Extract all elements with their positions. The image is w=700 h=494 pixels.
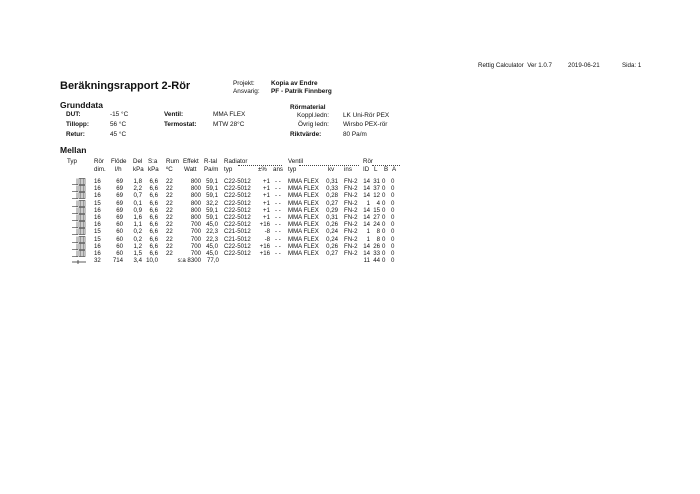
table-cell: 700 [190,249,201,257]
table-cell: -8 [264,235,270,243]
koppl-label: Koppl.ledn: [297,112,329,119]
radiator-icon [72,200,86,207]
table-cell: MMA FLEX [288,192,319,200]
radiator-icon [72,228,86,235]
table-cell: 60 [116,242,123,250]
table-cell: 800 [190,192,201,200]
table-cell: FN-2 [344,185,358,193]
table-cell: - - [275,242,281,250]
table-cell: 60 [116,221,123,229]
project-value: Kopia av Endre [271,80,318,87]
table-cell: 22 [166,235,173,243]
table-cell: C22-5012 [224,213,251,221]
ovrig-value: Wirsbo PEX-rör [343,121,388,128]
retur-value: 45 °C [110,131,127,138]
table-cell: 22 [166,192,173,200]
table-cell: FN-2 [344,221,358,229]
table-cell: 6,6 [149,199,158,207]
table-cell: - - [275,192,281,200]
table-cell: 15 [94,199,101,207]
table-cell: 0,31 [326,178,338,185]
table-cell: C22-5012 [224,185,251,193]
col-effekt: Effekt [183,158,199,165]
table-cell: 22 [166,206,173,214]
table-cell: 6,6 [149,249,158,257]
table-cell: 22 [166,213,173,221]
table-cell: 0,26 [326,242,338,250]
table-cell: 800 [190,185,201,193]
col-flode: Flöde [111,158,127,165]
table-cell: 800 [190,206,201,214]
table-cell: 0 [391,185,395,193]
col-rad-typ: typ [224,166,233,173]
table-cell: 1,6 [133,213,142,221]
table-cell: 0 [382,192,386,200]
table-cell: C22-5012 [224,221,251,229]
table-cell: 1,5 [133,249,142,257]
table-cell: 22,3 [206,235,218,243]
koppl-value: LK Uni-Rör PEX [343,112,390,119]
col-a: A [392,166,397,173]
table-cell: 800 [190,178,201,185]
table-cell: 14 [363,249,370,257]
col-del: Del [133,158,143,165]
table-cell: 22 [166,228,173,236]
section-title: Mellan [60,145,87,155]
table-cell: C22-5012 [224,206,251,214]
page-number: Sida: 1 [622,62,642,69]
table-cell: 15 [94,228,101,236]
table-cell: 0 [391,249,395,257]
col-kpa2: kPa [148,166,159,173]
table-cell: 16 [94,192,101,200]
table-cell: 800 [190,199,201,207]
table-cell: 22 [166,178,173,185]
total-id: 11 [363,257,370,265]
table-cell: FN-2 [344,242,358,250]
col-watt: Watt [184,166,197,173]
table-cell: 0 [391,206,395,214]
table-cell: 1,8 [133,178,142,185]
table-cell: 0 [382,235,386,243]
project-label: Projekt: [233,80,255,87]
table-cell: 45,0 [206,242,218,250]
report-title: Beräkningsrapport 2-Rör [60,80,191,92]
table-cell: 0,1 [133,199,142,207]
responsible-label: Ansvarig: [233,88,260,95]
table-cell: 16 [94,213,101,221]
table-cell: MMA FLEX [288,213,319,221]
col-ventil-typ: typ [288,166,297,173]
col-sa: S:a [148,158,158,165]
table-cell: 14 [363,221,370,229]
table-cell: MMA FLEX [288,221,319,229]
table-cell: - - [275,213,281,221]
table-cell: 69 [116,206,123,214]
table-cell: C22-5012 [224,199,251,207]
table-cell: MMA FLEX [288,235,319,243]
table-cell: 0,33 [326,185,338,193]
table-cell: +1 [263,199,270,207]
table-cell: 0,29 [326,206,338,214]
table-cell: - - [275,185,281,193]
table-cell: FN-2 [344,213,358,221]
table-cell: 6,6 [149,228,158,236]
col-id: ID [363,166,370,173]
table-cell: 22,3 [206,228,218,236]
table-cell: -8 [264,228,270,236]
table-cell: - - [275,228,281,236]
table-cell: 1 [366,235,370,243]
table-cell: C22-5012 [224,192,251,200]
total-a: 0 [391,257,395,265]
table-cell: 59,1 [206,213,218,221]
table-cell: 6,6 [149,206,158,214]
col-degc: ºC [166,166,173,173]
radiator-icon [72,178,86,185]
table-cell: 60 [116,235,123,243]
table-cell: 24 [373,221,380,229]
table-cell: 6,6 [149,192,158,200]
table-cell: 700 [190,228,201,236]
total-flow: 714 [112,257,123,265]
table-cell: 700 [190,242,201,250]
radiator-icon [72,207,86,214]
app-name: Rettig Calculator Ver 1.0.7 [478,62,552,69]
table-cell: - - [275,235,281,243]
table-cell: 8 [376,228,380,236]
table-cell: 22 [166,221,173,229]
table-cell: - - [275,221,281,229]
table-cell: 0 [382,178,386,185]
table-cell: 69 [116,192,123,200]
table-cell: 0 [391,192,395,200]
table-cell: FN-2 [344,192,358,200]
table-cell: 1 [366,228,370,236]
table-cell: 700 [190,221,201,229]
table-cell: FN-2 [344,249,358,257]
col-ans: ans [273,166,283,173]
table-cell: 14 [363,178,370,185]
table-cell: 0 [391,235,395,243]
table-cell: 60 [116,228,123,236]
responsible-value: PF - Patrik Finnberg [271,88,332,95]
table-cell: 22 [166,242,173,250]
table-cell: +16 [259,221,270,229]
table-cell: MMA FLEX [288,199,319,207]
total-rtal: 77,0 [207,257,219,265]
table-cell: MMA FLEX [288,206,319,214]
table-cell: 700 [190,235,201,243]
table-cell: 16 [94,178,101,185]
col-l: L [374,166,378,173]
table-cell: +16 [259,242,270,250]
col-rum: Rum [166,158,180,165]
table-cell: 14 [363,213,370,221]
table-cell: - - [275,199,281,207]
table-cell: C21-5012 [224,228,251,236]
total-b: 0 [382,257,386,265]
table-cell: 22 [166,185,173,193]
table-cell: 0,7 [133,192,142,200]
radiator-icon [72,236,86,243]
table-cell: 0,27 [326,199,338,207]
col-pct: ±% [258,166,267,173]
radiator-icon [72,250,86,257]
table-cell: 14 [363,206,370,214]
radiator-icon [72,192,86,199]
col-typ: Typ [67,158,77,165]
table-cell: 0 [382,249,386,257]
total-sa: 10,0 [146,257,158,265]
table-cell: 4 [376,199,380,207]
table-cell: 22 [166,249,173,257]
table-cell: +1 [263,178,270,185]
table-cell: MMA FLEX [288,242,319,250]
table-cell: 0 [382,199,386,207]
table-cell: C22-5012 [224,249,251,257]
table-cell: 0 [382,242,386,250]
table-cell: 0 [382,213,386,221]
table-cell: FN-2 [344,235,358,243]
table-cell: 0,24 [326,228,338,236]
col-b: B [384,166,389,173]
radiator-icon [72,243,86,250]
table-cell: 33 [373,249,380,257]
table-cell: 14 [363,185,370,193]
table-cell: +1 [263,192,270,200]
table-cell: 60 [116,249,123,257]
table-cell: 0,26 [326,221,338,229]
table-cell: 800 [190,213,201,221]
col-lh: l/h [115,166,122,173]
table-cell: 0 [382,206,386,214]
table-cell: 69 [116,178,123,185]
table-cell: 2,2 [133,185,142,193]
table-cell: 0,27 [326,249,338,257]
col-ventil: Ventil [288,158,304,165]
col-ins: ins [344,166,352,173]
table-cell: FN-2 [344,228,358,236]
termostat-label: Termostat: [164,121,197,128]
table-cell: 0,28 [326,192,338,200]
table-cell: 12 [373,192,380,200]
table-cell: +16 [259,249,270,257]
col-kv: kv [328,166,335,173]
table-cell: 8 [376,235,380,243]
radiator-icon [72,257,86,264]
table-cell: 1,2 [133,242,142,250]
termostat-value: MTW 28°C [213,121,245,128]
table-cell: - - [275,178,281,185]
radiator-icon [72,214,86,221]
table-cell: FN-2 [344,199,358,207]
col-radiator: Radiator [224,158,248,165]
table-cell: 15 [94,235,101,243]
report-date: 2019-06-21 [568,62,600,69]
table-cell: FN-2 [344,178,358,185]
riktvarde-label: Riktvärde: [290,131,322,138]
ventil-value: MMA FLEX [213,111,246,118]
table-cell: 0 [391,221,395,229]
table-cell: 16 [94,221,101,229]
table-cell: MMA FLEX [288,228,319,236]
table-cell: 6,6 [149,235,158,243]
table-cell: C22-5012 [224,242,251,250]
retur-label: Retur: [66,131,85,138]
table-cell: C22-5012 [224,178,251,185]
table-cell: 15 [373,206,380,214]
table-cell: 1,1 [133,221,142,229]
table-cell: 0,31 [326,213,338,221]
col-pam: Pa/m [204,166,219,173]
table-cell: 59,1 [206,185,218,193]
table-cell: 6,6 [149,213,158,221]
table-cell: 0,2 [133,235,142,243]
col-dim: dim. [94,166,106,173]
table-cell: +1 [263,206,270,214]
table-cell: +1 [263,213,270,221]
table-cell: - - [275,249,281,257]
table-cell: 26 [373,242,380,250]
table-cell: 45,0 [206,221,218,229]
grunddata-title: Grunddata [60,100,103,110]
table-cell: 14 [363,192,370,200]
table-cell: 16 [94,206,101,214]
table-cell: 0 [382,221,386,229]
table-cell: 32,2 [206,199,218,207]
table-cell: +1 [263,185,270,193]
table-cell: 6,6 [149,242,158,250]
table-cell: 37 [373,185,380,193]
table-cell: 0 [391,242,395,250]
tillopp-value: 56 °C [110,121,127,128]
table-cell: 59,1 [206,192,218,200]
ovrig-label: Övrig ledn: [298,121,329,128]
table-cell: 69 [116,185,123,193]
table-cell: 0 [391,199,395,207]
total-effekt: s:a 8300 [177,257,201,265]
total-dim: 32 [94,257,101,265]
table-cell: 16 [94,242,101,250]
table-cell: 31 [373,178,380,185]
table-cell: 14 [363,242,370,250]
table-cell: C21-5012 [224,235,251,243]
table-cell: 6,6 [149,185,158,193]
table-cell: 6,6 [149,178,158,185]
ventil-label: Ventil: [164,111,184,118]
table-cell: 69 [116,199,123,207]
table-cell: 69 [116,213,123,221]
col-ror2: Rör [363,158,373,165]
col-rtal: R-tal [204,158,218,165]
table-cell: 0,24 [326,235,338,243]
table-cell: 0 [382,228,386,236]
table-cell: 59,1 [206,178,218,185]
rormaterial-label: Rörmaterial [290,104,326,111]
dut-label: DUT: [66,111,81,118]
table-cell: FN-2 [344,206,358,214]
riktvarde-value: 80 Pa/m [343,131,367,138]
table-cell: MMA FLEX [288,178,319,185]
table-cell: 0,9 [133,206,142,214]
table-cell: 0 [391,213,395,221]
table-cell: 0 [391,178,395,185]
table-cell: 6,6 [149,221,158,229]
table-cell: MMA FLEX [288,249,319,257]
col-kpa1: kPa [133,166,144,173]
table-cell: 16 [94,185,101,193]
table-cell: 59,1 [206,206,218,214]
table-cell: 0 [382,185,386,193]
total-del: 3,4 [133,257,142,265]
table-cell: 0,2 [133,228,142,236]
tillopp-label: Tillopp: [66,121,89,128]
dut-value: -15 °C [110,111,129,118]
table-cell: 1 [366,199,370,207]
table-cell: MMA FLEX [288,185,319,193]
table-cell: 45,0 [206,249,218,257]
radiator-icon [72,221,86,228]
table-cell: 16 [94,249,101,257]
col-ror: Rör [94,158,104,165]
table-cell: 27 [373,213,380,221]
radiator-icon [72,185,86,192]
table-cell: - - [275,206,281,214]
total-l: 44 [373,257,380,265]
table-cell: 22 [166,199,173,207]
table-cell: 0 [391,228,395,236]
